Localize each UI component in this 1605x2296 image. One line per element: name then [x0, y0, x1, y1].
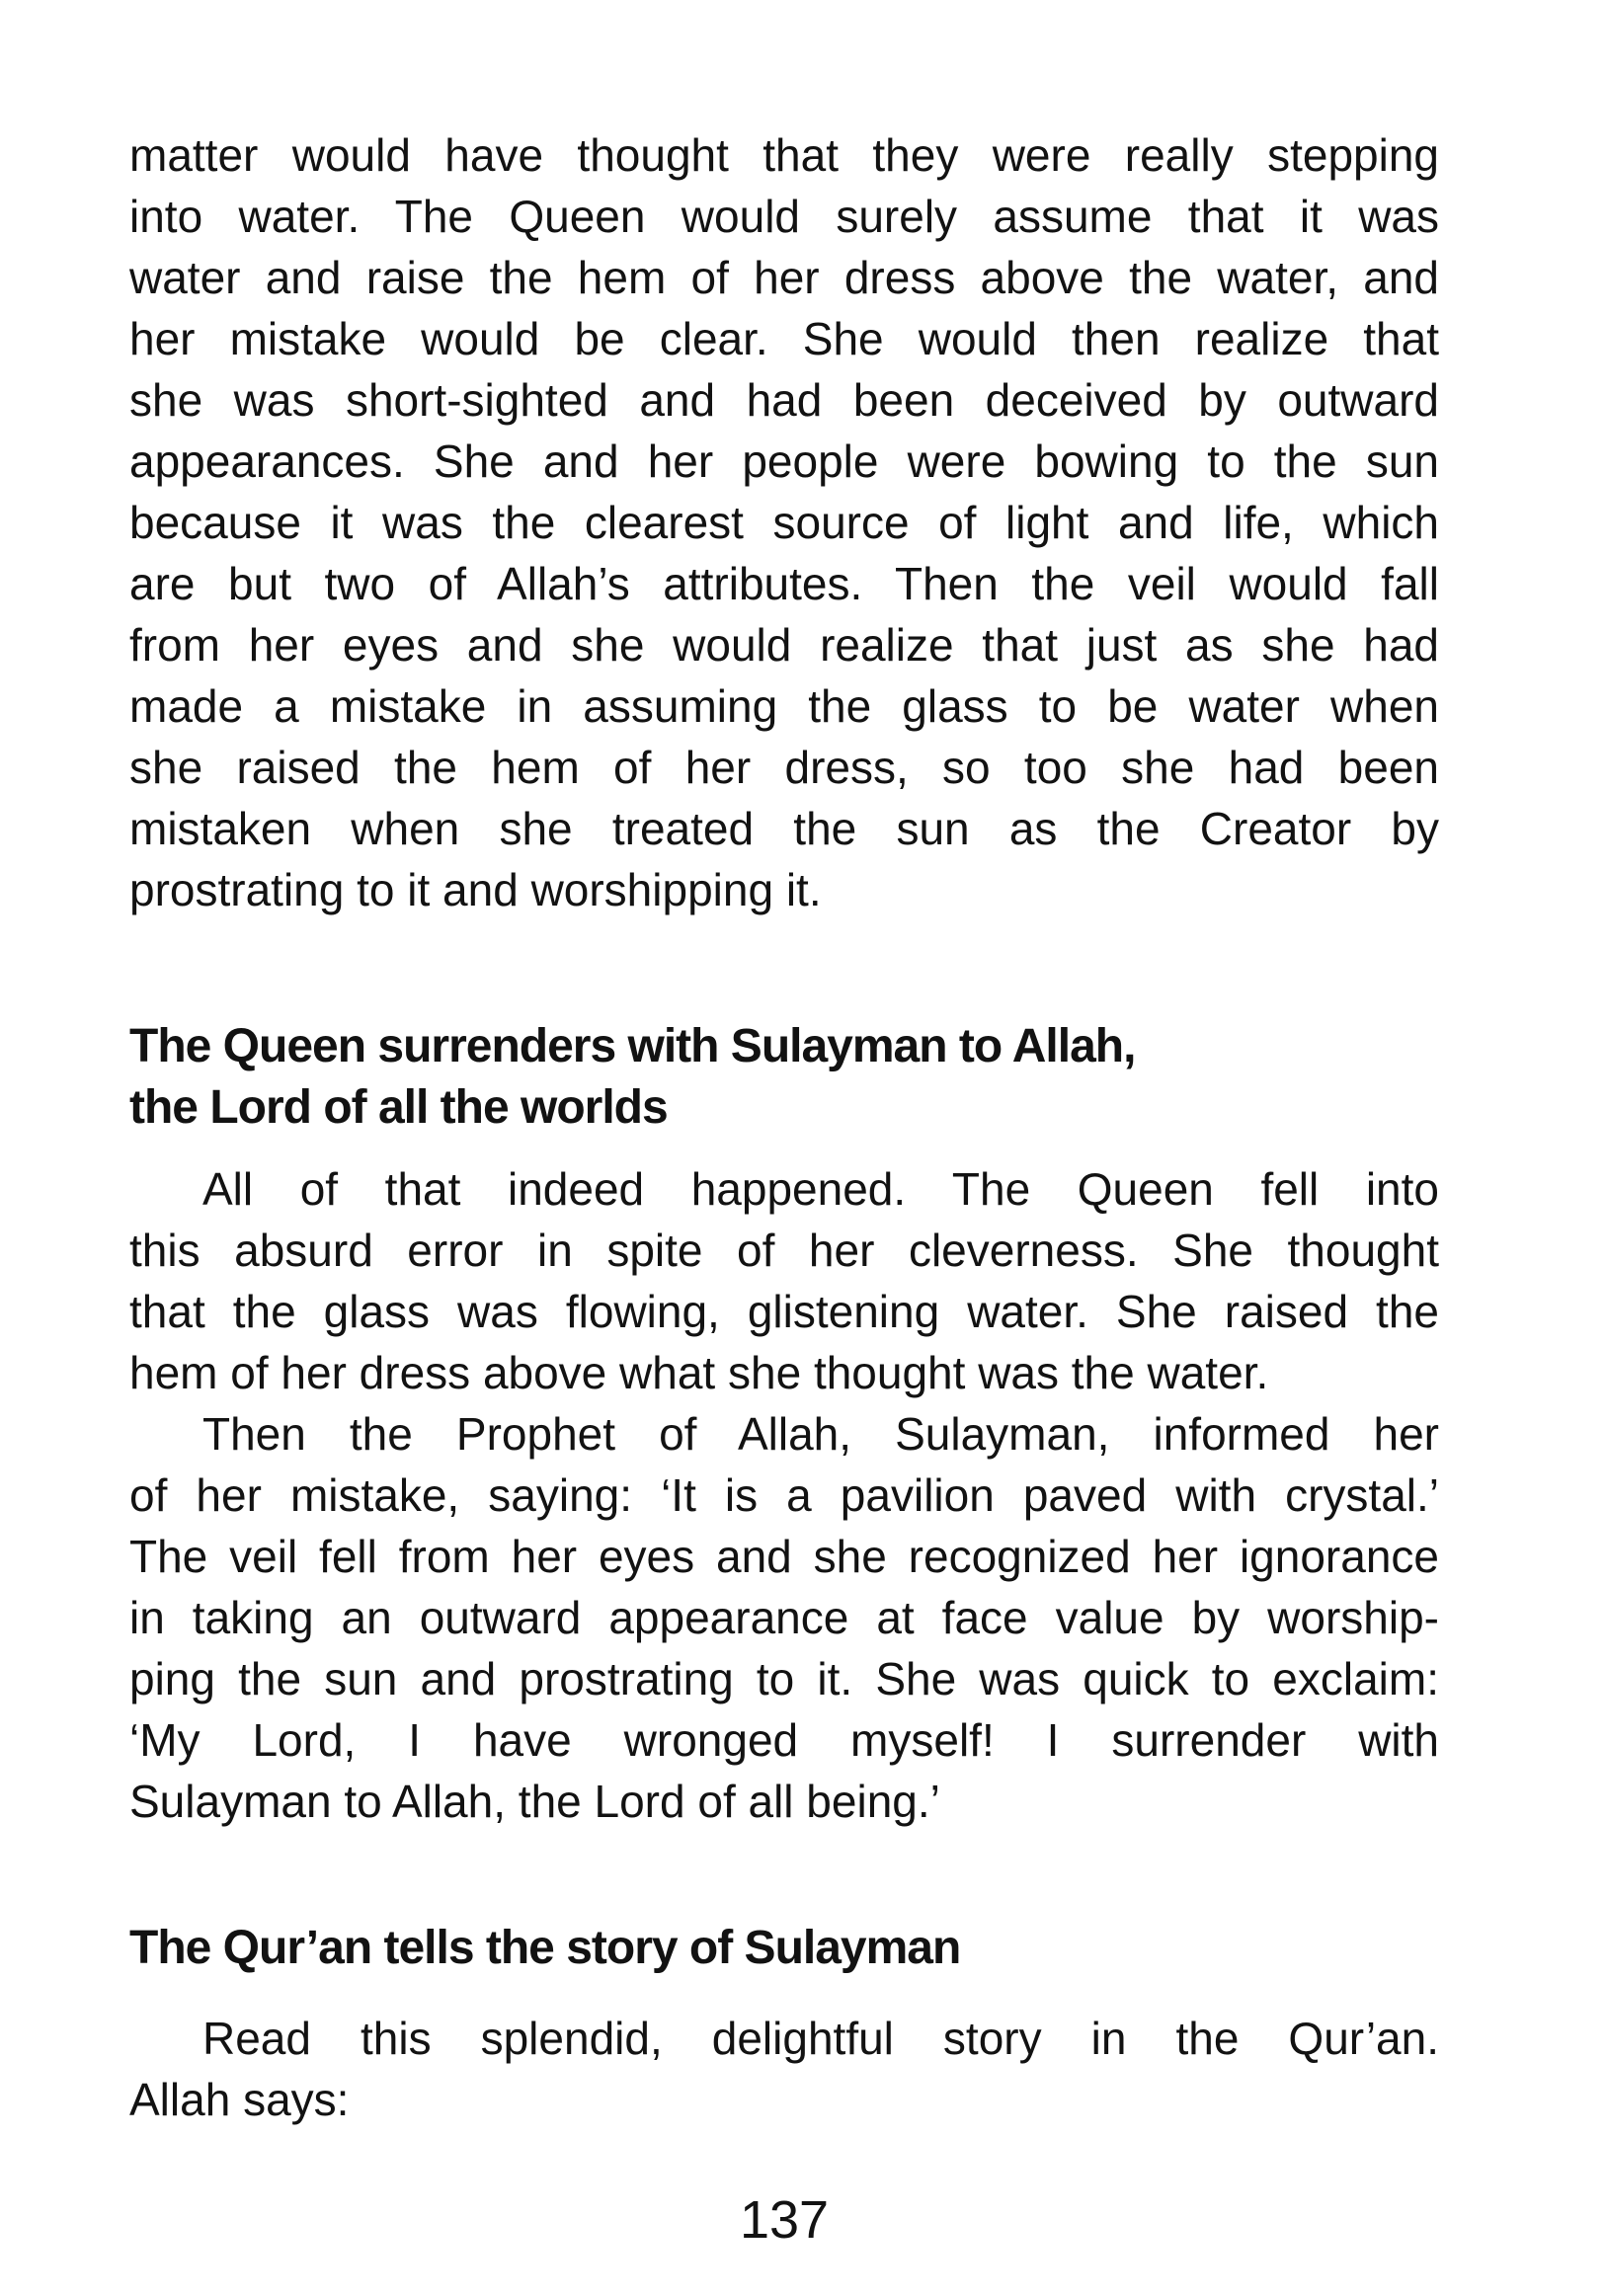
- text-line: made a mistake in assuming the glass to be water when: [129, 680, 1439, 732]
- paragraph-queen-fell-into-error: [129, 1158, 1439, 1403]
- text-line: in taking an outward appearance at face value by worship-: [129, 1592, 1439, 1643]
- text-line: that the glass was flowing, glistening water. She raised the: [129, 1286, 1439, 1337]
- text-line: Then the Prophet of Allah, Sulayman, informed her: [202, 1408, 1439, 1460]
- heading-line: the Lord of all the worlds: [129, 1081, 668, 1134]
- text-line: mistaken when she treated the sun as the Creator by: [129, 803, 1439, 854]
- text-line: into water. The Queen would surely assume that it was: [129, 191, 1439, 242]
- paragraph-read-the-story: [129, 2008, 1439, 2130]
- text-line: All of that indeed happened. The Queen fell into: [202, 1163, 1439, 1215]
- heading-line: The Queen surrenders with Sulayman to Allah,: [129, 1020, 1136, 1072]
- text-line: water and raise the hem of her dress above the water, and: [129, 252, 1439, 303]
- paragraph-prophet-informed-her: [129, 1403, 1439, 1832]
- text-line: ‘My Lord, I have wronged myself! I surrender with: [129, 1714, 1439, 1766]
- text-line: matter would have thought that they were really stepping: [129, 129, 1439, 181]
- text-line: Allah says:: [129, 2074, 350, 2125]
- text-line: Read this splendid, delightful story in the Qur’an.: [202, 2013, 1439, 2064]
- text-line: from her eyes and she would realize that just as she had: [129, 619, 1439, 671]
- text-line: hem of her dress above what she thought was the water.: [129, 1347, 1269, 1398]
- paragraph-stepping-into-water: [129, 124, 1439, 920]
- text-line: Sulayman to Allah, the Lord of all being.’: [129, 1776, 940, 1827]
- heading-quran-tells-story: [129, 1918, 1439, 1979]
- text-line: The veil fell from her eyes and she recognized her ignorance: [129, 1531, 1439, 1582]
- heading-line: The Qur’an tells the story of Sulayman: [129, 1922, 961, 1974]
- text-line: appearances. She and her people were bowing to the sun: [129, 435, 1439, 487]
- text-line: ping the sun and prostrating to it. She was quick to exclaim:: [129, 1653, 1439, 1704]
- text-line: her mistake would be clear. She would then realize that: [129, 313, 1439, 364]
- text-line: she raised the hem of her dress, so too she had been: [129, 742, 1439, 793]
- text-line: she was short-sighted and had been deceived by outward: [129, 374, 1439, 426]
- text-line: because it was the clearest source of light and life, which: [129, 497, 1439, 548]
- text-line: are but two of Allah’s attributes. Then the veil would fall: [129, 558, 1439, 609]
- text-line: this absurd error in spite of her cleverness. She thought: [129, 1225, 1439, 1276]
- text-line: of her mistake, saying: ‘It is a pavilion paved with crystal.’: [129, 1469, 1439, 1521]
- heading-queen-surrenders: [129, 1016, 1439, 1139]
- text-line: prostrating to it and worshipping it.: [129, 864, 822, 915]
- page-number: 137: [739, 2190, 830, 2250]
